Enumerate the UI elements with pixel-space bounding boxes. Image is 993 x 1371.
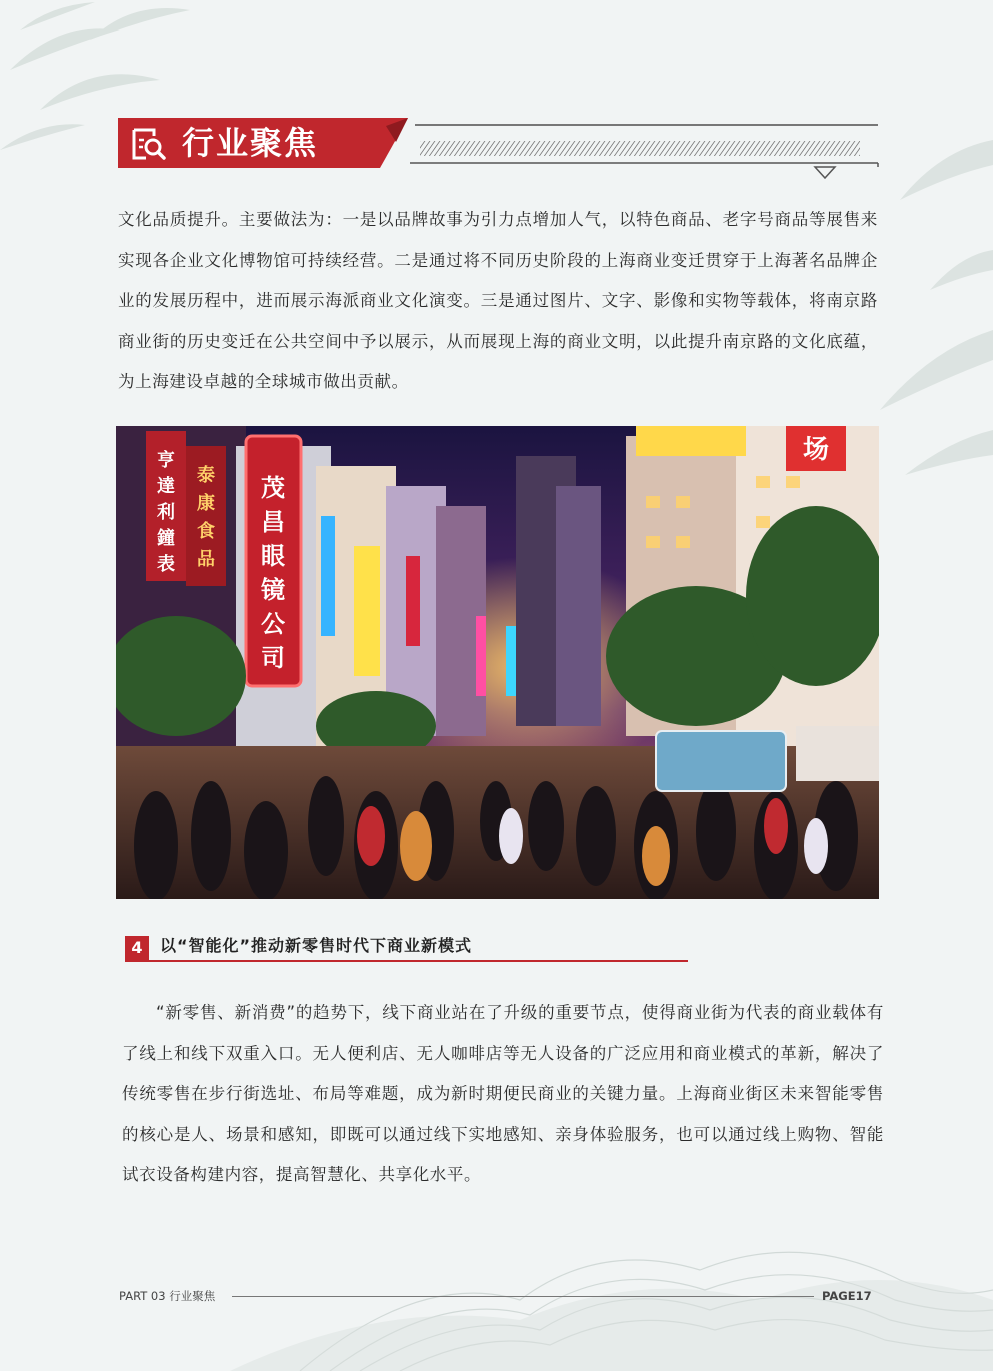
section-number-badge: 4	[125, 936, 149, 960]
footer-page-number: PAGE17	[822, 1289, 872, 1303]
sign-hengdali: 亨達利鐘表	[157, 450, 175, 575]
body-paragraph-1: 文化品质提升。主要做法为：一是以品牌故事为引力点增加人气，以特色商品、老字号商品等展售来实现各企业文化博物馆可持续经营。二是通过将不同历史阶段的上海商业变迁贯穿于上海著名品牌企业的发展历程中，进而展示海派商业文化演变。三是通过图片、文字、影像和实物等载体，将南京路商业街的历史变迁在公共空间中予以展示，从而展现上海的商业文明，以此提升南京路的文化底蕴，为上海建设卓越的全球城市做出贡献。	[118, 210, 878, 391]
search-document-icon	[130, 126, 168, 162]
ink-mountains-fill	[230, 1280, 993, 1371]
bamboo-leaves-right	[880, 140, 993, 475]
sign-chang: 场	[802, 435, 830, 465]
footer-section-label: PART 03 行业聚焦	[119, 1289, 216, 1303]
body-paragraph-2	[122, 993, 884, 1196]
sign-maochang: 茂昌眼镜公司	[261, 473, 285, 672]
section-underline	[125, 960, 688, 962]
page-title: 行业聚焦	[182, 124, 319, 162]
footer-divider	[232, 1296, 814, 1297]
sign-taikang: 泰康食品	[197, 465, 215, 570]
header-decoration	[400, 118, 882, 184]
section-heading: 以“智能化”推动新零售时代下商业新模式	[160, 936, 473, 955]
nanjing-road-night-photo	[116, 426, 879, 899]
body-paragraph-2-text: “新零售、新消费”的趋势下，线下商业站在了升级的重要节点，使得商业街为代表的商业载体有了线上和线下双重入口。无人便利店、无人咖啡店等无人设备的广泛应用和商业模式的革新，解决了传统零售在步行街选址、布局等难题，成为新时期便民商业的关键力量。上海商业街区未来智能零售的核心是人、场景和感知，即既可以通过线下实地感知、亲身体验服务，也可以通过线上购物、智能试衣设备构建内容，提高智慧化、共享化水平。	[122, 1003, 884, 1184]
